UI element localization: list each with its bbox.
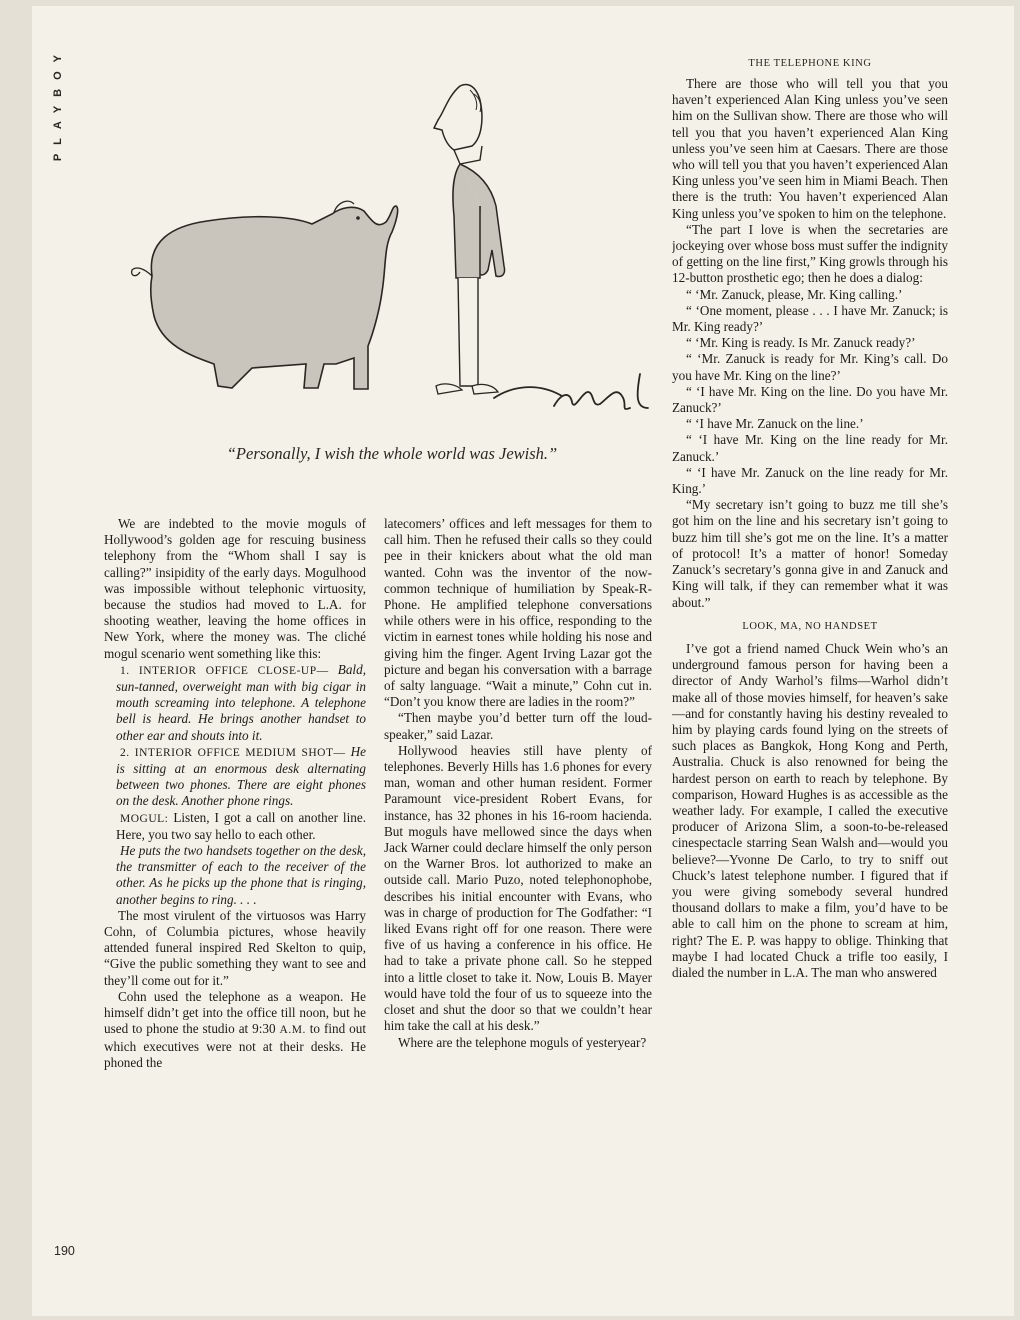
script-line — [116, 744, 366, 810]
dialog-line: “ ‘I have Mr. King on the line ready for Mr. Zanuck.’ — [672, 432, 948, 464]
paragraph: There are those who will tell you that you haven’t experienced Alan King unless you’ve seen him on the Sullivan show. There are those who will tell you that you haven’t experienced Alan King unless you’ve seen him at Caesars. There are those who will tell you that you haven’t experienced Alan King unless you’ve seen him in Miami Beach. Then there is the truth: You haven’t experienced Alan King unless you’ve spoken to him on the telephone. — [672, 76, 948, 221]
speaker-label: MOGUL: — [120, 812, 169, 825]
dialog-text: Listen, I got a call on another line. Here, you two say hello to each other. — [116, 809, 366, 842]
running-head: THE TELEPHONE KING — [748, 58, 872, 69]
paragraph: latecomers’ offices and left messages for them to call him. Then he refused their calls so they could pee in their knickers about what the old man wanted. Cohn was the inventor of the now-common technique of humiliation by Speak-R-Phone. He amplified telephone conversations while others were in his office, responding to the victim in earnest tones while holding his nose and giving him the finger. Agent Irving Lazar got the picture and began his conversation with a barrage of salty language. “Wait a minute,” Cohn cut in. “Don’t you know there are ladies in the room?” — [384, 516, 652, 710]
section-subhead: LOOK, MA, NO HANDSET — [742, 620, 878, 632]
dialog-line: “ ‘One moment, please . . . I have Mr. Zanuck; is Mr. King ready?’ — [672, 302, 948, 335]
script-line — [116, 662, 366, 744]
pig-drawing — [132, 201, 398, 389]
paragraph: “The part I love is when the secretaries are jockeying over whose boss must suffer the indignity of getting on the line first,” King growls through his 12-button prosthetic ego; then he does a dialog: — [672, 221, 948, 286]
paragraph: The most virulent of the virtuosos was Harry Cohn, of Columbia pictures, whose heavily attended funeral inspired Red Skelton to quip, “Give the public something they want to see and they’ll come out for it.” — [104, 907, 366, 988]
artist-signature-graphic — [494, 374, 648, 409]
dialog-line: “ ‘Mr. King is ready. Is Mr. Zanuck ready?’ — [686, 335, 916, 351]
script-heading: 2. INTERIOR OFFICE MEDIUM SHOT— — [120, 746, 346, 759]
paragraph: “My secretary isn’t going to buzz me till she’s got him on the line and his secretary isn’t going to buzz him till she’s got me on the line. It’s a matter of protocol! It’s a matter of honor! Someday Zanuck’s secretary’s gonna give in and Zanuck and King will talk, if they can remember what it was about.” — [672, 497, 948, 610]
script-heading: 1. INTERIOR OFFICE CLOSE-UP— — [120, 664, 329, 677]
paragraph: Where are the telephone moguls of yesteryear? — [398, 1034, 647, 1050]
magazine-page — [32, 6, 1014, 1316]
column-1 — [104, 516, 366, 1296]
script-dialog — [116, 810, 366, 843]
paragraph: Hollywood heavies still have plenty of telephones. Beverly Hills has 1.6 phones for every man, woman and other human resident. Former Paramount vice-president Robert Evans, for instance, has 32 phones in his 16-room hacienda. But moguls have mellowed since the days when Jack Warner could declare himself the only person on the Warner Bros. lot authorized to make an outside call. Mario Puzo, noted telephonophobe, describes his initial encounter with Evans, who was in charge of production for The Godfather: “I liked Evans right off for one reason. There were five of us having a conference in his office. He had to take a private phone call. So he stepped into a little closet to take it. Now, Louis B. Mayer would have told the four of us to squeeze into the closet and shut the door so that we couldn’t hear him take the call at his desk.” — [384, 742, 652, 1034]
script-text: Bald, sun-tanned, overweight man with big cigar in mouth screaming into telephone. A telephone bell is heard. He brings another handset to other ear and shouts into it. — [116, 661, 366, 743]
magazine-name: PLAYBOY — [52, 46, 64, 162]
script-direction: He puts the two handsets together on the desk, the transmitter of each to the receiver of the other. As he picks up the phone that is ringing, another begins to ring. . . . — [116, 843, 366, 907]
dialog-line: “ ‘I have Mr. King on the line. Do you have Mr. Zanuck?’ — [672, 383, 948, 416]
dialog-line: “ ‘I have Mr. Zanuck on the line.’ — [686, 416, 864, 432]
paragraph: “Then maybe you’d better turn off the loud-speaker,” said Lazar. — [384, 710, 652, 742]
column-3 — [672, 76, 948, 1291]
script-text: He is sitting at an enormous desk alternating between two phones. There are eight phones on the desk. Another phone rings. — [116, 743, 366, 809]
cartoon-illustration — [92, 46, 672, 446]
dialog-line: “ ‘I have Mr. Zanuck on the line ready for Mr. King.’ — [672, 464, 948, 497]
man-drawing — [434, 85, 505, 394]
paragraph: Cohn used the telephone as a weapon. He himself didn’t get into the office till noon, but he used to phone the studio at 9:30 A.M. to find out which executives were not at their desks. He phoned the — [104, 988, 366, 1070]
dialog-line: “ ‘Mr. Zanuck, please, Mr. King calling.’ — [686, 286, 903, 302]
paragraph: We are indebted to the movie moguls of Hollywood’s golden age for rescuing business telephony from the “Whom shall I say is calling?” insipidity of the early days. Mogulhood was impossible without telephonic virtuosity, because the studios had moved to L.A. for shooting weather, leaving the home offices in New York, where the money was. The cliché mogul scenario went something like this: — [104, 516, 366, 661]
paragraph: I’ve got a friend named Chuck Wein who’s an underground famous person for having been a director of Andy Warhol’s films—Warhol didn’t make all of those movies himself, for heaven’s sake—and for constantly having his destiny revealed to him by playing cards found lying on the streets of such places as Bangkok, Hong Kong and Perth, Australia. Chuck is also renowned for being the hardest person on earth to reach by telephone. By comparison, Howard Hughes is as accessible as the weather lady. For example, I called the executive producer of Arizona Slim, a soon-to-be-released cinespectacle starring Sean Walsh and—would you believe?—Yvonne De Carlo, to try to sniff out Chuck’s latest telephone number. I figured that if you were giving somebody several hundred thousand dollars to make a film, you’d have to be able to call him on the phone to scream at him, right? The E. P. was happy to oblige. Thinking that maybe I had located Chuck a trifle too easily, I dialed the number in L.A. The man who answered — [672, 640, 948, 980]
page-number: 190 — [54, 1244, 75, 1258]
dialog-line: “ ‘Mr. Zanuck is ready for Mr. King’s call. Do you have Mr. King on the line?’ — [672, 351, 948, 383]
column-2 — [384, 516, 652, 1296]
cartoon-caption: “Personally, I wish the whole world was Jewish.” — [226, 444, 558, 463]
